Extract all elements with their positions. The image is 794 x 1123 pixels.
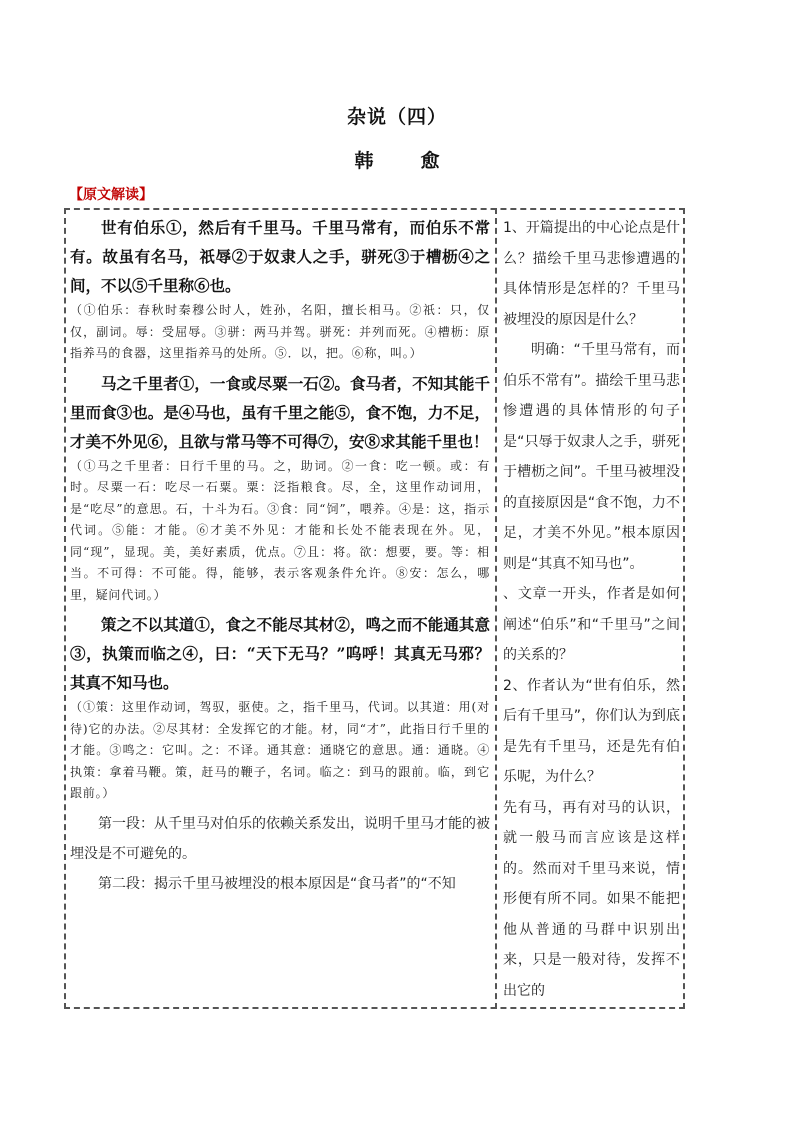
- paragraph-summary-1: 第一段：从千里马对伯乐的依赖关系发出，说明千里马才能的被埋没是不可避免的。: [70, 815, 490, 862]
- question-extra: 、文章一开头，作者是如何阐述“伯乐”和“千里马”之间的关系的？: [503, 586, 680, 663]
- question-2: 2、作者认为“世有伯乐，然后有千里马”，你们认为到底是先有千里马，还是先有伯乐呢，为什么？: [503, 677, 680, 785]
- question-1: 1、开篇提出的中心论点是什么？描绘千里马悲惨遭遇的具体情形是怎样的？千里马被埋没的原因是什么？: [503, 220, 680, 328]
- author-name: 韩 愈: [354, 150, 454, 172]
- original-paragraph-2: 马之千里者①，一食或尽粟一石②。食马者，不知其能千里而食③也。是④马也，虽有千里之能⑤，食不饱，力不足，才美不外见⑥，且欲与常马等不可得⑦，安⑧求其能千里也！: [70, 373, 490, 451]
- annotation-1: （①伯乐：春秋时秦穆公时人，姓孙，名阳，擅长相马。②祇：只，仅仅，副词。辱：受屈辱。③骈：两马并驾。骈死：并列而死。④槽枥：原指养马的食器，这里指养马的处所。⑤．以，把。⑥称，叫。）: [70, 303, 490, 360]
- column-divider: [495, 208, 497, 1009]
- original-paragraph-1: 世有伯乐①，然后有千里马。千里马常有，而伯乐不常有。故虽有名马，祇辱②于奴隶人之手，骈死③于槽枥④之间，不以⑤千里称⑥也。: [70, 218, 490, 295]
- original-text-column: [70, 213, 490, 1005]
- answer-2: 先有马，再有对马的认识，就一般马而言应该是这样的。然而对千里马来说，情形便有所不同。如果不能把他从普通的马群中识别出来，只是一般对待，发挥不出它的: [503, 799, 680, 999]
- questions-column: [503, 213, 680, 1005]
- original-paragraph-3: 策之不以其道①，食之不能尽其材②，鸣之而不能通其意③，执策而临之④，曰：“天下无马？”呜呼！其真无马邪？其真不知马也。: [70, 615, 490, 692]
- answer-1: 明确：“千里马常有，而伯乐不常有”。描绘千里马悲惨遭遇的具体情形的句子是“只辱于奴隶人之手，骈死于槽枥之间”。千里马被埋没的直接原因是“食不饱，力不足，才美不外见。”根本原因则是“其真不知马也”。: [503, 342, 680, 572]
- annotation-2: （①马之千里者：日行千里的马。之，助词。②一食：吃一顿。或：有时。尽粟一石：吃尽一石粟。粟：泛指粮食。尽，全，这里作动词用，是“吃尽”的意思。石，十斗为石。③食：同“饲”，喂养。④是：这，指示代词。⑤能：才能。⑥才美不外见：才能和长处不能表现在外。见，同“现”，显现。美，美好素质，优点。⑦且：将。欲：想要，要。等：相当。不可得：不可能。得，能够，表示客观条件允许。⑧安：怎么，哪里，疑问代词。）: [70, 458, 490, 602]
- section-label: 【原文解读】: [69, 187, 153, 203]
- paragraph-summary-2: 第二段：揭示千里马被埋没的根本原因是“食马者”的“不知: [98, 875, 456, 892]
- annotation-3: （①策：这里作动词，驾驭，驱使。之，指千里马，代词。以其道：用(对待)它的办法。②尽其材：全发挥它的才能。材，同“才”，此指日行千里的才能。③鸣之：它叫。之：不译。通其意：通晓它的意思。通：通晓。④执策：拿着马鞭。策，赶马的鞭子，名词。临之：到马的跟前。临，到它跟前。）: [70, 700, 490, 800]
- page-title: 杂说（四）: [346, 106, 447, 128]
